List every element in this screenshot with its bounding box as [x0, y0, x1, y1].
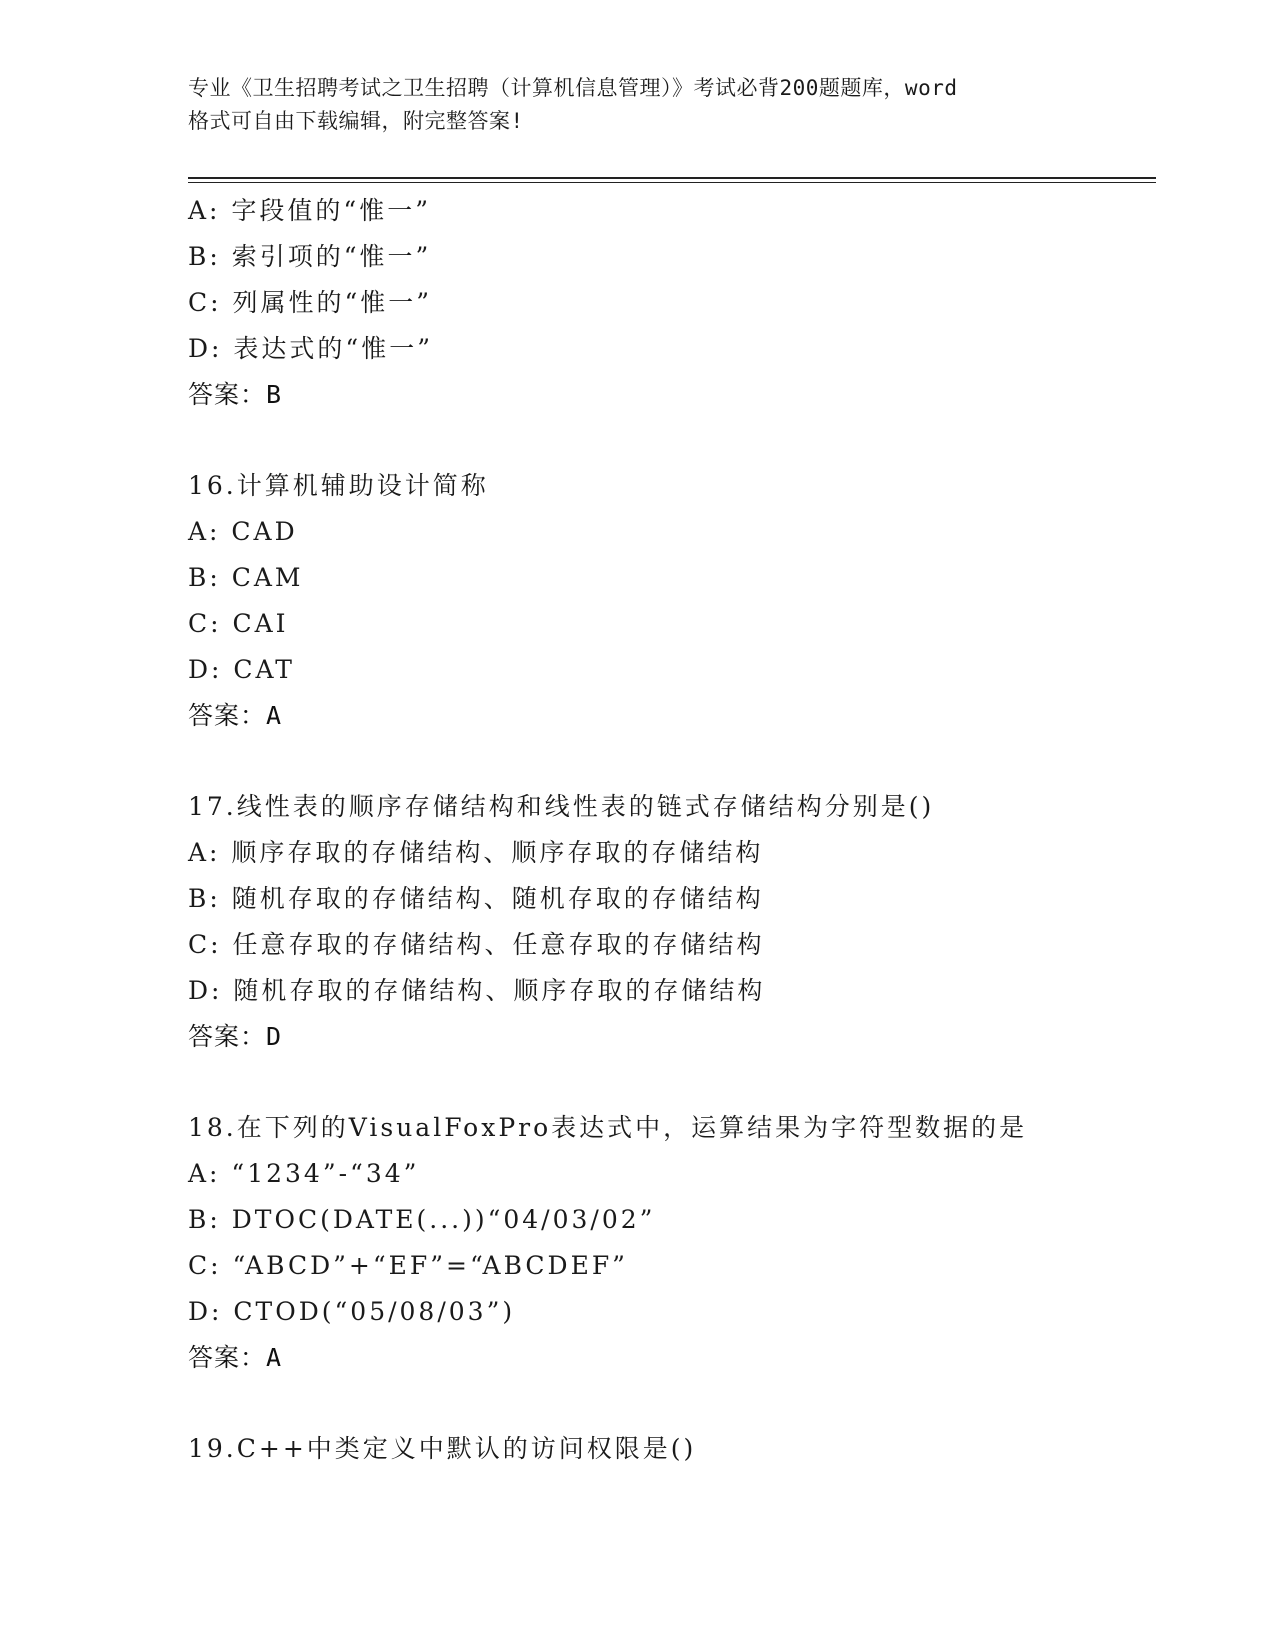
option-a: A: 顺序存取的存储结构、顺序存取的存储结构	[188, 838, 764, 867]
spacer	[188, 418, 1156, 463]
document-header	[188, 72, 1088, 138]
option-a: A: 字段值的“惟一”	[188, 196, 431, 225]
answer-line: 答案：A	[188, 1343, 283, 1372]
option-a: A: CAD	[188, 517, 298, 546]
question-text: 17.线性表的顺序存储结构和线性表的链式存储结构分别是()	[188, 792, 935, 821]
option-c: C: 任意存取的存储结构、任意存取的存储结构	[188, 930, 765, 959]
option-b: B: 索引项的“惟一”	[188, 242, 432, 271]
header-divider-thin	[188, 182, 1156, 183]
spacer	[188, 1060, 1156, 1105]
answer-line: 答案：A	[188, 701, 283, 730]
option-c: C: CAI	[188, 609, 289, 638]
spacer	[188, 739, 1156, 784]
option-c: C: 列属性的“惟一”	[188, 288, 433, 317]
option-b: B: 随机存取的存储结构、随机存取的存储结构	[188, 884, 764, 913]
question-list	[188, 188, 1156, 1472]
answer-line: 答案：B	[188, 380, 283, 409]
question-19	[188, 1426, 1156, 1472]
option-d: D: 表达式的“惟一”	[188, 334, 433, 363]
header-divider-thick	[188, 177, 1156, 179]
question-15	[188, 188, 1156, 418]
answer-line: 答案：D	[188, 1022, 283, 1051]
question-text: 16.计算机辅助设计简称	[188, 471, 489, 500]
option-a: A: “1234”-“34”	[188, 1159, 420, 1188]
option-c: C: “ABCD”+“EF”=“ABCDEF”	[188, 1251, 628, 1280]
question-16	[188, 463, 1156, 739]
option-b: B: DTOC(DATE(...))“04/03/02”	[188, 1205, 656, 1234]
question-text: 19.C++中类定义中默认的访问权限是()	[188, 1434, 697, 1463]
header-line-2: 格式可自由下载编辑，附完整答案!	[188, 109, 524, 133]
option-d: D: CTOD(“05/08/03”)	[188, 1297, 516, 1326]
header-line-1: 专业《卫生招聘考试之卫生招聘（计算机信息管理）》考试必背200题题库，word	[188, 76, 958, 100]
spacer	[188, 1381, 1156, 1426]
question-17	[188, 784, 1156, 1060]
question-18	[188, 1105, 1156, 1381]
question-text: 18.在下列的VisualFoxPro表达式中，运算结果为字符型数据的是	[188, 1113, 1028, 1142]
option-d: D: CAT	[188, 655, 295, 684]
option-b: B: CAM	[188, 563, 304, 592]
option-d: D: 随机存取的存储结构、顺序存取的存储结构	[188, 976, 766, 1005]
